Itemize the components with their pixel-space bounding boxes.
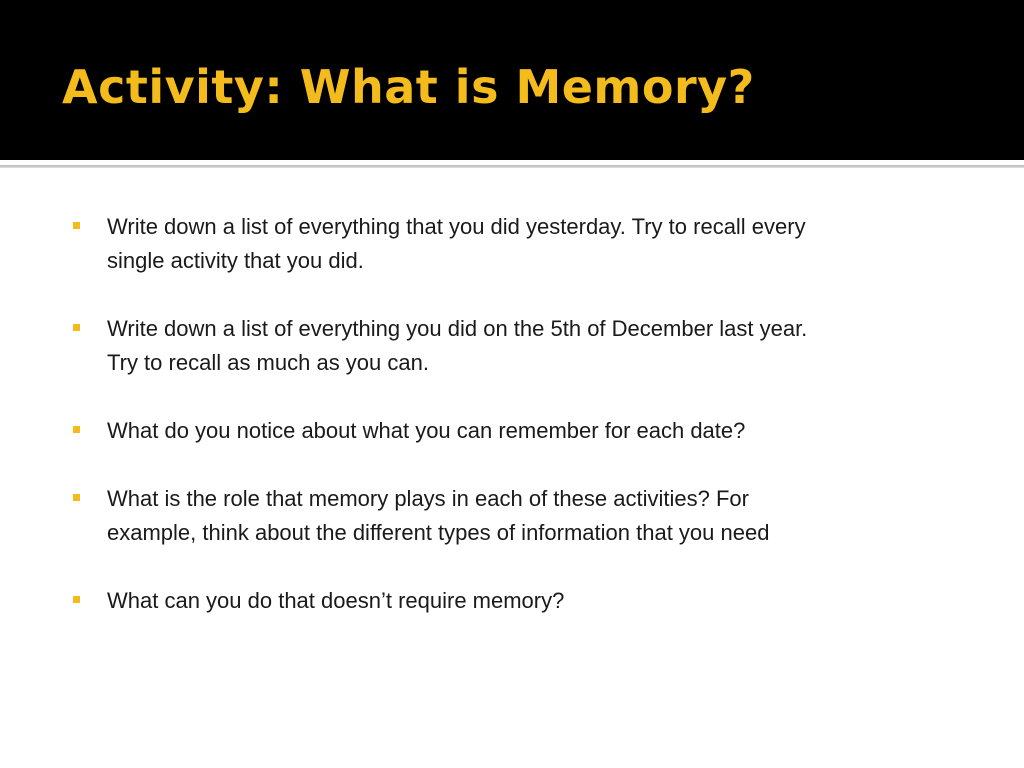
bullet-line: What do you notice about what you can remember for each date?	[107, 418, 746, 443]
bullet-line: single activity that you did.	[107, 248, 364, 273]
bullet-line: Write down a list of everything you did on the 5th of December last year.	[107, 316, 808, 341]
bullet-text	[107, 584, 1007, 618]
bullet-text	[107, 312, 1007, 380]
square-bullet-icon	[73, 596, 80, 603]
bullet-line: Try to recall as much as you can.	[107, 350, 429, 375]
title-bar	[0, 0, 1024, 160]
square-bullet-icon	[73, 324, 80, 331]
bullet-text	[107, 210, 1007, 278]
bullet-line: What is the role that memory plays in each of these activities? For	[107, 486, 749, 511]
bullet-line: example, think about the different types of information that you need	[107, 520, 770, 545]
bullet-line: What can you do that doesn’t require memory?	[107, 588, 565, 613]
square-bullet-icon	[73, 426, 80, 433]
bullet-text	[107, 414, 1007, 448]
square-bullet-icon	[73, 494, 80, 501]
square-bullet-icon	[73, 222, 80, 229]
bullet-line: Write down a list of everything that you did yesterday. Try to recall every	[107, 214, 806, 239]
slide-title: Activity: What is Memory?	[62, 60, 755, 114]
divider-line	[0, 165, 1024, 168]
bullet-text	[107, 482, 1007, 550]
